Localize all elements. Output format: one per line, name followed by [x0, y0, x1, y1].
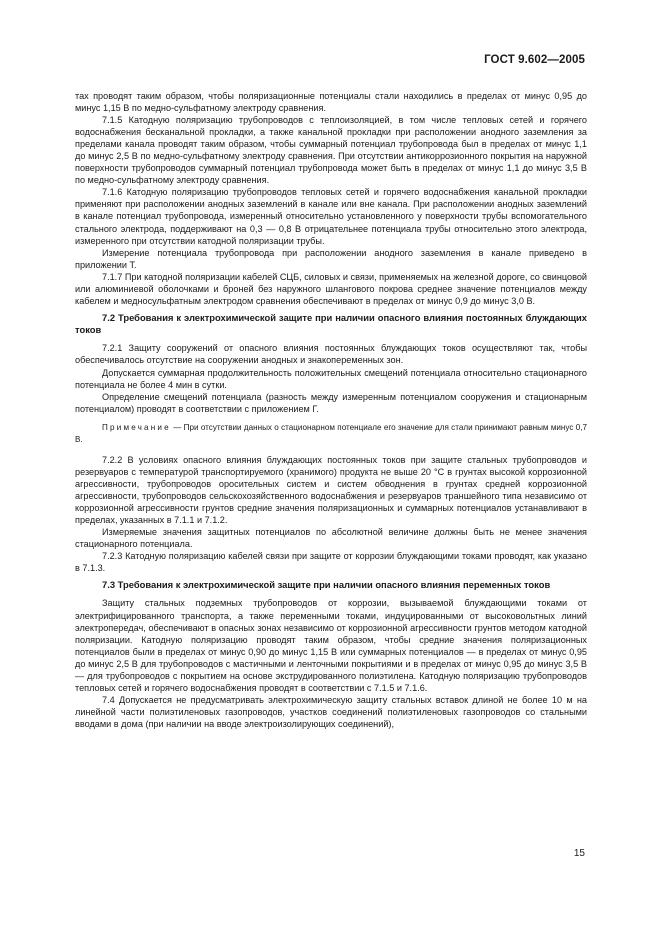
paragraph-7-2-3: 7.2.3 Катодную поляризацию кабелей связи при защите от коррозии блуждающими токами проводят, как указано в 7.1.3.: [75, 551, 587, 574]
paragraph-7-1-6: 7.1.6 Катодную поляризацию трубопроводов тепловых сетей и горячего водоснабжения канальной прокладки применяют при расположении анодных заземлений в канале или вне канала. При расположении анодных заземлений в канале потенциал трубопровода, измеренный относительно установленного у поверхности трубы вспомогательного стального электрода, поддерживают на 0,3 — 0,8 В отрицательнее потенциала трубы относительно этого электрода, измеренного при отсутствии катодной поляризации трубы.: [75, 187, 587, 246]
note-label: Примечание: [102, 422, 171, 432]
paragraph-7-1-5: 7.1.5 Катодную поляризацию трубопроводов с теплоизоляцией, в том числе тепловых сетей и горячего водоснабжения бесканальной прокладки, а также канальной прокладки при расположении анодного заземления за пределами канала проводят таким образом, чтобы суммарный потенциал трубопровода был в пределах от минус 1,1 до минус 2,5 В по медно-сульфатному электроду сравнения. При отсутствии антикоррозионного покрытия на наружной поверхности трубопроводов суммарный потенциал трубопровода может быть в пределах от минус 1,1 до минус 3,5 В по медно-сульфатному электроду сравнения.: [75, 115, 587, 186]
paragraph-allowed-duration: Допускается суммарная продолжительность положительных смещений потенциала относительно стационарного потенциала не более 4 мин в сутки.: [75, 367, 587, 390]
paragraph-7-2-2: 7.2.2 В условиях опасного влияния блуждающих постоянных токов при защите стальных трубопроводов и резервуаров с температурой транспортируемого (хранимого) продукта не выше 20 °С в грунтах высокой коррозионной агрессивности, трубопроводов оросительных систем и систем обводнения в грунтах средней коррозионной агрессивности, трубопроводов сельскохозяйственного водоснабжения и резервуаров траншейного типа независимо от коррозионной агрессивности грунтов средние значения поляризационных и суммарных потенциалов устанавливают в пределах, указанных в 7.1.1 и 7.1.2.: [75, 454, 587, 525]
section-heading-7-2: 7.2 Требования к электрохимической защите при наличии опасного влияния постоянных блуждающих токов: [75, 311, 587, 336]
paragraph-7-3: Защиту стальных подземных трубопроводов от коррозии, вызываемой блуждающими токами от электрифицированного транспорта, а также переменными токами, индуцированными от высоковольтных линий электропередач, обеспечивают в опасных зонах независимо от коррозионной агрессивности грунтов методом катодной поляризации. Катодную поляризацию проводят таким образом, чтобы средние значения поляризационных потенциалов были в пределах от минус 0,90 до минус 1,15 В или суммарных потенциалов — в пределах от минус 0,95 до минус 2,5 В для трубопроводов с мастичными и ленточными покрытиями и в пределах от минус 0,95 до минус 3,5 В — для трубопроводов с покрытием на основе экструдированного полиэтилена. Катодную поляризацию трубопроводов тепловых сетей и горячего водоснабжения проводят в соответствии с 7.1.5 и 7.1.6.: [75, 598, 587, 693]
page-body: [75, 90, 587, 730]
paragraph-7-4: 7.4 Допускается не предусматривать электрохимическую защиту стальных вставок длиной не более 10 м на линейной части полиэтиленовых газопроводов, участков соединений полиэтиленовых газопроводов со стальными вводами в дома (при наличии на вводе электроизолирующих соединений),: [75, 694, 587, 729]
note: [75, 422, 587, 446]
section-heading-7-3: 7.3 Требования к электрохимической защите при наличии опасного влияния переменных токов: [102, 579, 551, 591]
paragraph-7-2-1: 7.2.1 Защиту сооружений от опасного влияния постоянных блуждающих токов осуществляют так, чтобы обеспечивалось отсутствие на сооружении анодных и знакопеременных зон.: [75, 343, 587, 366]
paragraph-measured-values: Измеряемые значения защитных потенциалов по абсолютной величине должны быть не менее значения стационарного потенциала.: [75, 527, 587, 550]
paragraph-measurement: Измерение потенциала трубопровода при расположении анодного заземления в канале приведено в приложении Т.: [75, 247, 587, 270]
note-text: — При отсутствии данных о стационарном потенциале его значение для стали принимают равным минус 0,7 В.: [75, 422, 587, 444]
paragraph-shift-definition: Определение смещений потенциала (разность между измеренным потенциалом сооружения и стационарным потенциалом) проводят в соответствии с приложением Г.: [75, 391, 587, 414]
page-number: 15: [573, 848, 585, 859]
paragraph-continuation: тах проводят таким образом, чтобы поляризационные потенциалы стали находились в пределах от минус 0,95 до минус 1,15 В по медно-сульфатному электроду сравнения.: [75, 91, 587, 114]
paragraph-7-1-7: 7.1.7 При катодной поляризации кабелей СЦБ, силовых и связи, применяемых на железной дороге, со свинцовой или алюминиевой оболочками и броней без наружного шлангового покрова среднее значение потенциалов между кабелем и медносульфатным электродом сравнения обеспечивают в пределах от минус 0,9 до минус 3,0 В.: [75, 271, 588, 306]
document-header: ГОСТ 9.602—2005: [484, 54, 585, 66]
